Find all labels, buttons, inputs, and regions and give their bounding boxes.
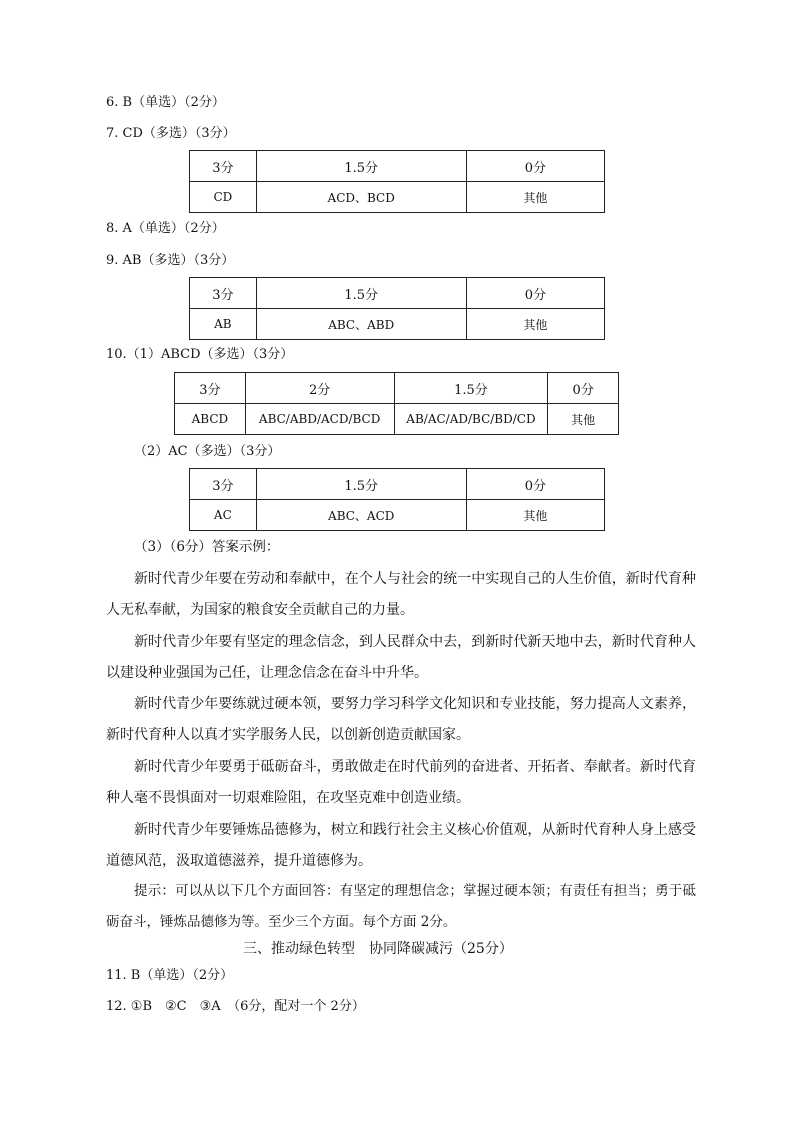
answer-q12: 12. ①B ②C ③A （6分，配对一个 2分） [106,999,365,1014]
table-cell: CD [190,182,257,213]
table-cell: 3分 [190,469,257,500]
table-cell: 0分 [548,373,619,404]
answer-paragraph: 新时代青少年要练就过硬本领，要努力学习科学文化知识和专业技能，努力提高人文素养，新时代育种人以真才实学服务人民，以创新创造贡献国家。 [106,696,696,743]
scoring-table-q10-1 [174,372,619,435]
table-header-row [190,151,605,182]
table-cell: AC [190,500,257,531]
answer-q10-3: （3）（6分）答案示例： [134,539,280,555]
table-header-row [175,373,619,404]
table-cell: ABC、ABD [256,309,466,340]
table-cell: 1.5分 [256,469,466,500]
section-heading: 三、推动绿色转型 协同降碳减污（25分） [243,941,513,957]
table-cell: 0分 [466,278,604,309]
table-cell: AB/AC/AD/BC/BD/CD [394,404,548,435]
answer-paragraph: 新时代青少年要有坚定的理念信念，到人民群众中去，到新时代新天地中去，新时代育种人以建设种业强国为己任，让理念信念在奋斗中升华。 [106,634,696,681]
table-cell: 3分 [190,278,257,309]
answer-paragraph: 新时代青少年要在劳动和奉献中，在个人与社会的统一中实现自己的人生价值，新时代育种人无私奉献，为国家的粮食安全贡献自己的力量。 [106,571,696,618]
table-cell: ABC、ACD [256,500,466,531]
table-cell: 3分 [175,373,246,404]
table-cell: 3分 [190,151,257,182]
answer-q10-2: （2）AC（多选）（3分） [134,444,281,459]
table-row [190,182,605,213]
table-cell: ACD、BCD [256,182,466,213]
answer-paragraph: 新时代青少年要勇于砥砺奋斗，勇敢做走在时代前列的奋进者、开拓者、奉献者。新时代育种人毫不畏惧面对一切艰难险阻，在攻坚克难中创造业绩。 [106,759,696,806]
table-row [190,500,605,531]
answer-paragraph: 新时代青少年要锤炼品德修为，树立和践行社会主义核心价值观，从新时代育种人身上感受道德风范，汲取道德滋养，提升道德修为。 [106,822,696,869]
table-cell: ABC/ABD/ACD/BCD [245,404,394,435]
table-header-row [190,278,605,309]
table-cell: 其他 [466,182,604,213]
scoring-table-q10-2 [189,468,605,531]
table-cell: 其他 [466,500,604,531]
answer-q10-1: 10.（1）ABCD（多选）（3分） [106,347,294,362]
table-cell: 0分 [466,151,604,182]
hint-paragraph: 提示：可以从以下几个方面回答：有坚定的理想信念；掌握过硬本领；有责任有担当；勇于砥砺奋斗，锤炼品德修为等。至少三个方面。每个方面 2分。 [106,883,696,930]
scoring-table-q7 [189,150,605,213]
table-header-row [190,469,605,500]
answer-q9: 9. AB（多选）（3分） [106,253,235,268]
table-cell: 2分 [245,373,394,404]
table-cell: 1.5分 [256,151,466,182]
answer-q11: 11. B（单选）（2分） [106,968,234,983]
table-cell: ABCD [175,404,246,435]
answer-q7: 7. CD（多选）（3分） [106,126,236,141]
table-cell: 其他 [466,309,604,340]
scoring-table-q9 [189,277,605,340]
table-cell: 0分 [466,469,604,500]
table-cell: 1.5分 [394,373,548,404]
answer-q6: 6. B（单选）（2分） [106,95,225,110]
table-cell: 其他 [548,404,619,435]
table-cell: 1.5分 [256,278,466,309]
table-row [190,309,605,340]
answer-q8: 8. A（单选）（2分） [106,221,225,236]
table-cell: AB [190,309,257,340]
table-row [175,404,619,435]
